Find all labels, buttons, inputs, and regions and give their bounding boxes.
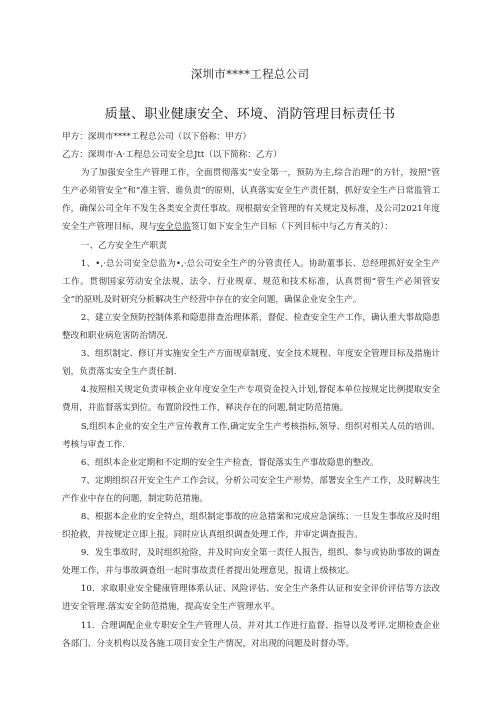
duty-item-8: 8、根据本企业的安全特点，组织制定事故的应急措案和完成应急演练；一旦发生事故应及时组织抢救，并按规定立即上报。同时应认真组织调查处理工作，并审定调查报告。: [62, 511, 440, 541]
party-b-line: 乙方：深圳市·A·工程总公司安全总Jtt（以下简称：乙方）: [62, 150, 282, 161]
duty-item-3: 3、组织制定、修订并实施安全生产方面规章制度、安全技术规程、年度安全管理目标及措施计划，负责落实安全生产责任制.: [62, 349, 440, 378]
duty-item-5: S,组织本企业的安全生产宣传教育工作,确定安全生产考核指标,领导、组织对相关人员的培训、考核与审查工作.: [62, 421, 440, 450]
duty-item-7: 7、定期组织召开安全生产工作会议，分析公司安全生产形势，部署安全生产工作，及时解决生产作业中存在的问题，制定防范措施。: [62, 475, 440, 504]
intro-text-part1: 为了加强安全生产管理工作，全面贯彻落实“安全第一，预防为主,综合治理”的方针，按照“管生产必须管安全”和“准主管、谁负责”的原则，认真落实安全生产责任制，抓好安全生产日常监管工作，确保公司全年不发生各类安全责任事故。现根据安全管理的有关规定及标准，及公司2021年度安全生产管理目标，现与: [62, 168, 440, 233]
duty-item-6: 6、组织本企业定期和不定期的安全生产检查，督促落实生产事故隐患的整改。: [80, 457, 379, 468]
duty-item-1: 1、•,·总公司安全总监为•,·总公司安全生产的分管责任人。协助董事长、总经理抓好安全生产工作。贯彻国家劳动安全法规、法令、行业规章、规范和技术标准，认真贯彻“管生产必须管安全”的原则,及时研究分析解决生产经营中存在的安全问题，确保企业安全生产。: [62, 258, 440, 305]
company-name: 深圳市****工程总公司: [190, 67, 310, 81]
document-title: 质量、职业健康安全、环境、消防管理目标责任书: [104, 107, 396, 122]
duty-item-10: 10．求取职业安全健康管理体系认证、风险评估、安全生产条件认证和安全评价评估等方法改进安全管理.落实安全防范措施，提高安全生产管理水平。: [62, 584, 440, 613]
duty-item-2: 2、建立安全预防控制体系和隐患排查治理体系，督促、检查安全生产工作，确认重大事故隐患整改和职业病危害防治情况.: [62, 312, 440, 342]
duty-item-11: 11．合理调配企业专职安全生产管理人员，并对其工作进行监督、指导以及考评.定期检查企业各部门、分支机构以及各施工项目安全生产情况，对出现的问题及时督办等。: [62, 620, 440, 649]
intro-text-part2: 签订如下安全生产目标（下列目标中与乙方育关的）：: [190, 222, 393, 233]
party-a-line: 甲方：深圳市****工程总公司（以下俗称：甲方）: [62, 132, 252, 142]
section-heading: 一、乙方安全生产职责: [80, 240, 167, 251]
intro-paragraph: [62, 164, 440, 236]
duty-item-9: 9．发生事故时，及时组织抢险，并及时向安全第一责任人报告，组织、参与或协助事故的调查处理工作，并与事故调查组一起时事故责任者提出处理意见，报请上级核定。: [62, 548, 440, 577]
duty-item-4: 4.按照相关规定负责审核企业年度安全生产专项资金投入计划,督促本单位按规定比例提取安全费用，并监督落实到位。布置阶段性工作，释决存在的问题,制定防范措施。: [62, 385, 440, 414]
document-body: [62, 128, 440, 653]
intro-underlined-text: 安全总监: [156, 222, 191, 233]
